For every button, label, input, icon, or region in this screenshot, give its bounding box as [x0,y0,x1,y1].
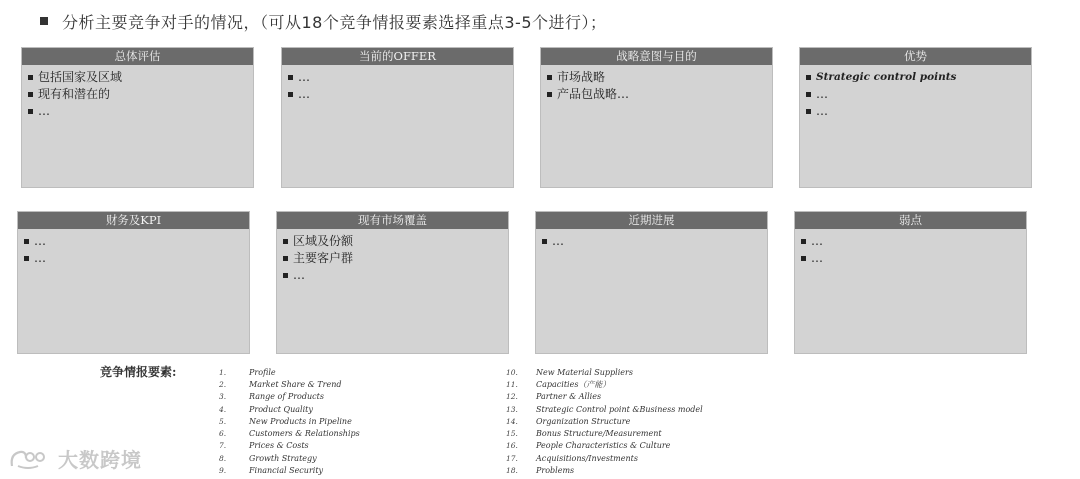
title-bullet [40,17,48,25]
factor-row: 15. Bonus Structure/Measurement [506,429,662,439]
page-title: 分析主要竞争对手的情况，（可从18个竞争情报要素选择重点3-5个进行）； [62,12,607,32]
list-item: … [288,69,513,86]
factors-label: 竞争情报要素: [100,365,177,379]
factor-row: 18. Problems [506,466,575,476]
factor-row: 7. Prices & Costs [219,441,309,451]
factors-list-left [219,366,360,477]
list-item: 市场战略 [547,69,772,86]
box-market-coverage [276,211,509,354]
list-item: Strategic control points [806,69,1031,86]
box-strengths [799,47,1032,188]
box-header: 弱点 [795,212,1026,229]
factor-row: 3. Range of Products [219,392,324,402]
box-header: 战略意图与目的 [541,48,772,65]
factor-row: 8. Growth Strategy [219,453,317,463]
factor-row: 4. Product Quality [219,404,313,414]
watermark-logo-icon [8,446,54,472]
list-item: … [283,267,508,284]
factors-list-right [506,366,703,477]
factor-row: 6. Customers & Relationships [219,429,360,439]
list-item: … [801,233,1026,250]
box-header: 总体评估 [22,48,253,65]
box-header: 财务及KPI [18,212,249,229]
box-header: 现有市场覆盖 [277,212,508,229]
list-item: 现有和潜在的 [28,86,253,103]
list-item: … [288,86,513,103]
factor-row: 2. Market Share & Trend [219,379,342,389]
factor-row: 11. Capacities（产能） [506,379,611,389]
box-overall-assessment [21,47,254,188]
list-item: 主要客户群 [283,250,508,267]
list-item: … [801,250,1026,267]
factor-row: 9. Financial Security [219,466,324,476]
box-header: 近期进展 [536,212,767,229]
factor-row: 17. Acquisitions/Investments [506,453,638,463]
factor-row: 14. Organization Structure [506,416,631,426]
list-item: 区域及份额 [283,233,508,250]
list-item: … [24,233,249,250]
list-item: … [806,103,1031,120]
factor-row: 5. New Products in Pipeline [219,416,352,426]
factor-row: 16. People Characteristics & Culture [506,441,671,451]
list-item: … [542,233,767,250]
watermark [8,444,142,473]
box-finance-kpi [17,211,250,354]
box-weaknesses [794,211,1027,354]
watermark-text: 大数跨境 [58,448,142,472]
box-recent-progress [535,211,768,354]
list-item: … [24,250,249,267]
title-row [40,8,607,34]
factor-row: 10. New Material Suppliers [506,367,633,377]
box-current-offer [281,47,514,188]
factor-row: 12. Partner & Allies [506,392,602,402]
list-item: … [806,86,1031,103]
factor-row: 1. Profile [219,367,276,377]
box-header: 优势 [800,48,1031,65]
box-strategic-intent [540,47,773,188]
list-item: … [28,103,253,120]
box-header: 当前的OFFER [282,48,513,65]
list-item: 包括国家及区域 [28,69,253,86]
factor-row: 13. Strategic Control point &Business model [506,404,703,414]
list-item: 产品包战略… [547,86,772,103]
